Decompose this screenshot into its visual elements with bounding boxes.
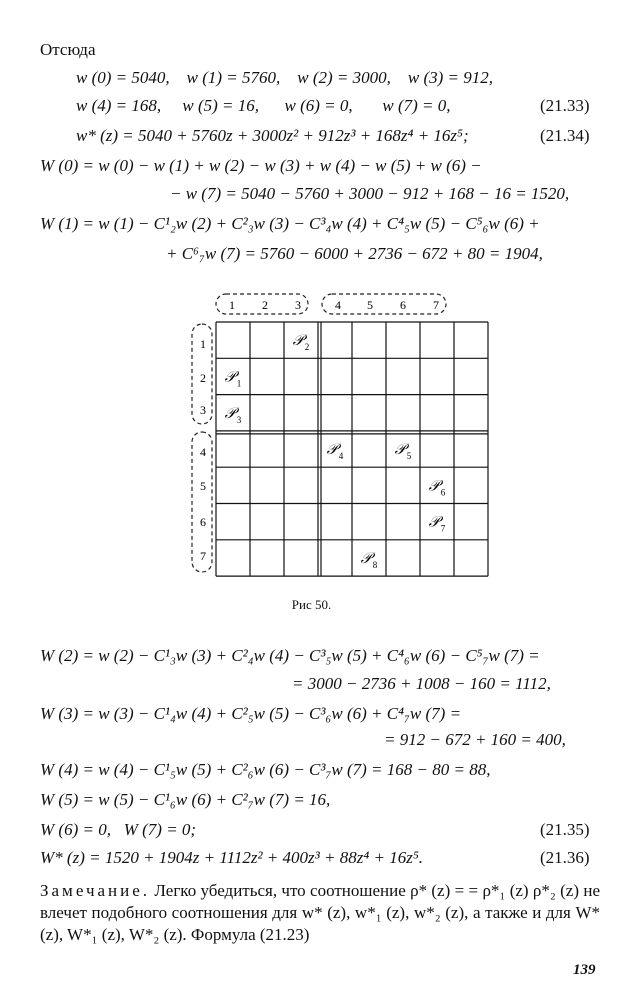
column-label: 5 — [367, 298, 373, 312]
equation-number-21-34: (21.34) — [540, 126, 590, 145]
grid-symbol-letter: 𝒫 — [224, 369, 236, 386]
W3-formula-line1: W (3) = w (3) − C¹₄w (4) + C²₅w (5) − C³₆w (6) + C⁴₇w (7) = — [40, 704, 462, 723]
row-label: 1 — [200, 337, 206, 351]
grid-symbol-letter: 𝒫 — [292, 333, 304, 350]
grid-symbol-P1 — [225, 369, 242, 388]
grid-symbol-subscript: 4 — [338, 451, 344, 462]
page-number: 139 — [573, 962, 596, 978]
column-label: 2 — [262, 298, 268, 312]
W0-formula-line2: − w (7) = 5040 − 5760 + 3000 − 912 + 168 − 16 = 1520, — [170, 184, 570, 203]
grid-symbol-subscript: 6 — [440, 487, 446, 498]
Wstar-formula: W* (z) = 1520 + 1904z + 1112z² + 400z³ + 88z⁴ + 16z⁵. — [40, 848, 423, 867]
heading-otsyuda: Отсюда — [40, 40, 96, 59]
row-label: 2 — [200, 371, 206, 385]
equation-number-21-36: (21.36) — [540, 848, 590, 867]
row-label: 5 — [200, 479, 206, 493]
grid-symbol-P2 — [293, 333, 310, 352]
grid-symbol-subscript: 1 — [236, 378, 242, 389]
W3-formula-line2: = 912 − 672 + 160 = 400, — [384, 730, 566, 749]
remark-paragraph — [40, 880, 600, 946]
W2-formula-line2: = 3000 − 2736 + 1008 − 160 = 1112, — [292, 674, 551, 693]
grid-symbol-subscript: 7 — [440, 523, 446, 534]
grid-symbol-letter: 𝒫 — [428, 514, 440, 531]
grid-symbol-letter: 𝒫 — [428, 478, 440, 495]
row-label: 4 — [200, 445, 206, 459]
grid-symbol-subscript: 2 — [304, 342, 310, 353]
W1-formula-line1: W (1) = w (1) − C¹₂w (2) + C²₃w (3) − C³₄w (4) + C⁴₅w (5) − C⁵₆w (6) + — [40, 214, 540, 233]
equation-number-21-35: (21.35) — [540, 820, 590, 839]
W4-formula: W (4) = w (4) − C¹₅w (5) + C²₆w (6) − C³₇w (7) = 168 − 80 = 88, — [40, 760, 491, 779]
w-values-row1: w (0) = 5040, w (1) = 5760, w (2) = 3000, w (3) = 912, — [76, 68, 494, 87]
w-values-row2: w (4) = 168, w (5) = 16, w (6) = 0, w (7) = 0, — [76, 96, 451, 115]
row-label: 6 — [200, 515, 206, 529]
wstar-formula: w* (z) = 5040 + 5760z + 3000z² + 912z³ + 168z⁴ + 16z⁵; — [76, 126, 469, 145]
column-label: 4 — [335, 298, 341, 312]
row-label: 3 — [200, 403, 206, 417]
W2-formula-line1: W (2) = w (2) − C¹₃w (3) + C²₄w (4) − C³₅w (5) + C⁴₆w (6) − C⁵₇w (7) = — [40, 646, 540, 665]
grid-symbol-P6 — [429, 478, 446, 497]
grid-symbol-P5 — [395, 442, 412, 461]
column-group-4-7-bracket — [322, 294, 446, 314]
grid-symbol-letter: 𝒫 — [224, 405, 236, 422]
grid-symbol-P4 — [327, 442, 344, 461]
column-label: 6 — [400, 298, 406, 312]
remark-text: Легко убедиться, что соотношение ρ* (z) = = ρ*₁ (z) ρ*₂ (z) не влечет подобного соотношения для w* (z), w*₁ (z), w*₂ (z), а также и для W* (z), W*₁ (z), W*₂ (z). Формула (21.23) — [40, 881, 600, 944]
W0-formula-line1: W (0) = w (0) − w (1) + w (2) − w (3) + w (4) − w (5) + w (6) − — [40, 156, 482, 175]
column-label: 3 — [295, 298, 301, 312]
row-label: 7 — [200, 549, 206, 563]
row-group-1-3-bracket — [192, 324, 212, 424]
grid-symbol-subscript: 5 — [406, 451, 412, 462]
column-label: 1 — [229, 298, 235, 312]
grid-symbol-letter: 𝒫 — [394, 442, 406, 459]
W5-formula: W (5) = w (5) − C¹₆w (6) + C²₇w (7) = 16, — [40, 790, 331, 809]
W6-W7-formula: W (6) = 0, W (7) = 0; — [40, 820, 197, 839]
grid-symbol-P8 — [361, 551, 378, 570]
column-label: 7 — [433, 298, 439, 312]
grid-symbol-P7 — [429, 515, 446, 534]
remark-label: Замечание. — [40, 881, 151, 900]
grid-symbol-P3 — [225, 406, 242, 425]
column-group-1-3-bracket — [216, 294, 308, 314]
grid-symbol-subscript: 3 — [236, 414, 242, 425]
grid-symbol-letter: 𝒫 — [360, 550, 372, 567]
row-group-4-7-bracket — [192, 432, 212, 572]
grid-symbol-letter: 𝒫 — [326, 442, 338, 459]
equation-number-21-33: (21.33) — [540, 96, 590, 115]
grid-symbol-subscript: 8 — [372, 559, 378, 570]
W1-formula-line2: + C⁶₇w (7) = 5760 − 6000 + 2736 − 672 + 80 = 1904, — [166, 244, 543, 263]
figure-caption: Рис 50. — [291, 597, 332, 612]
